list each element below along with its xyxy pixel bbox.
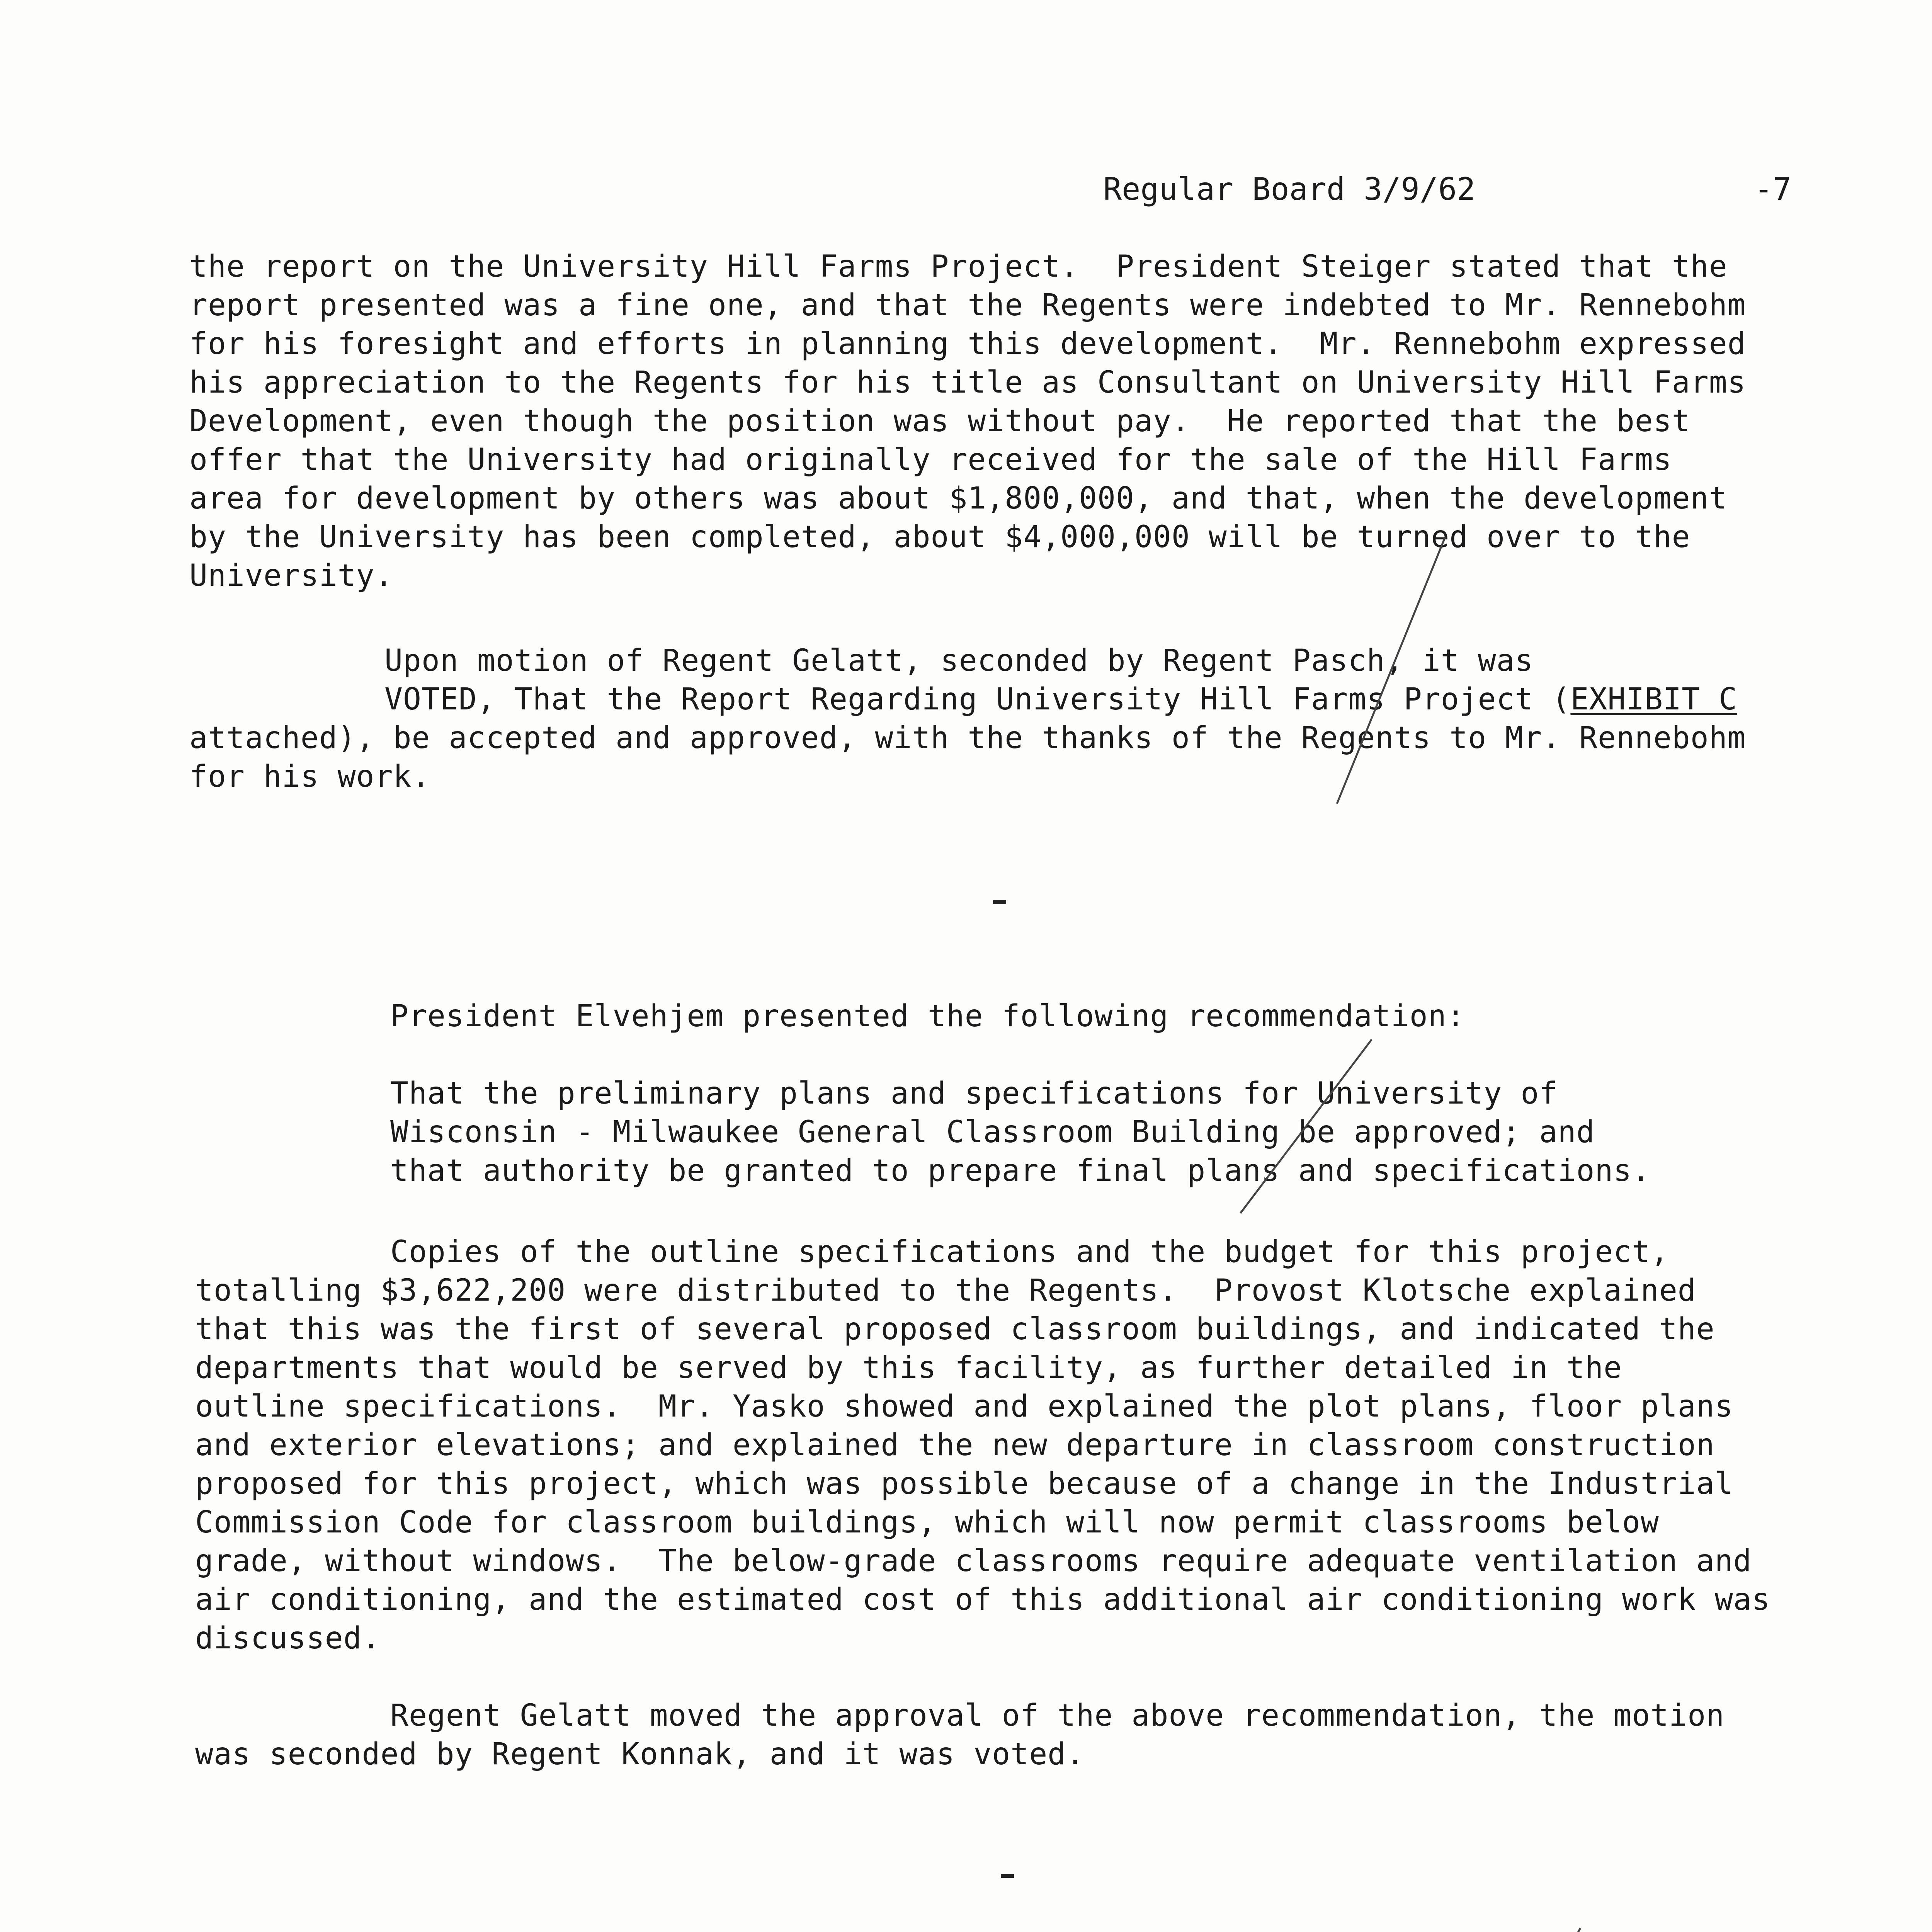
section-divider — [993, 900, 1006, 904]
section-divider — [1001, 1874, 1014, 1878]
discussion-line: outline specifications. Mr. Yasko showed and explained the plot plans, floor plans — [195, 1389, 1733, 1424]
discussion-line: departments that would be served by this facility, as further detailed in the — [195, 1350, 1622, 1385]
text-line: offer that the University had originally received for the sale of the Hill Farms — [189, 442, 1672, 477]
recommendation-line: Wisconsin - Milwaukee General Classroom Building be approved; and — [390, 1115, 1595, 1150]
discussion-line: Copies of the outline specifications and the budget for this project, — [390, 1235, 1669, 1269]
text-line: his appreciation to the Regents for his title as Consultant on University Hill Farms — [189, 365, 1746, 400]
discussion-line: proposed for this project, which was possible because of a change in the Industrial — [195, 1466, 1733, 1501]
vote-line: was seconded by Regent Konnak, and it was voted. — [195, 1737, 1085, 1772]
discussion-line: and exterior elevations; and explained the new departure in classroom construction — [195, 1428, 1715, 1463]
vote-line: Regent Gelatt moved the approval of the above recommendation, the motion — [390, 1698, 1725, 1733]
page-header-number: -7 — [1754, 171, 1792, 207]
discussion-line: discussed. — [195, 1621, 381, 1656]
text-line: report presented was a fine one, and that the Regents were indebted to Mr. Rennebohm — [189, 288, 1746, 323]
recommendation-line: That the preliminary plans and specifications for University of — [390, 1076, 1558, 1111]
discussion-line: air conditioning, and the estimated cost of this additional air conditioning work was — [195, 1582, 1770, 1617]
text-line: area for development by others was about $1,800,000, and that, when the development — [189, 481, 1728, 516]
motion-line: attached), be accepted and approved, with the thanks of the Regents to Mr. Rennebohm — [189, 721, 1746, 755]
discussion-line: Commission Code for classroom buildings, which will now permit classrooms below — [195, 1505, 1659, 1540]
handwritten-check-mark — [1461, 1924, 1584, 1932]
motion-line — [384, 680, 1737, 719]
text-line: Development, even though the position was without pay. He reported that the best — [189, 404, 1690, 439]
motion-line: Upon motion of Regent Gelatt, seconded by Regent Pasch, it was — [384, 643, 1534, 678]
discussion-line: totalling $3,622,200 were distributed to the Regents. Provost Klotsche explained — [195, 1273, 1696, 1308]
text-line: University. — [189, 558, 393, 593]
recommendation-intro: President Elvehjem presented the following recommendation: — [390, 999, 1465, 1034]
text-line: the report on the University Hill Farms Project. President Steiger stated that the — [189, 249, 1728, 284]
page-header-title: Regular Board 3/9/62 — [1103, 171, 1476, 207]
text-line: by the University has been completed, about $4,000,000 will be turned over to the — [189, 520, 1690, 554]
exhibit-reference: EXHIBIT C — [1570, 682, 1738, 717]
text-line: for his foresight and efforts in planning this development. Mr. Rennebohm expressed — [189, 327, 1746, 361]
voted-text: VOTED, That the Report Regarding University Hill Farms Project ( — [384, 682, 1571, 717]
motion-line: for his work. — [189, 759, 430, 794]
recommendation-line: that authority be granted to prepare final plans and specifications. — [390, 1153, 1651, 1188]
discussion-line: grade, without windows. The below-grade classrooms require adequate ventilation and — [195, 1544, 1752, 1578]
discussion-line: that this was the first of several proposed classroom buildings, and indicated the — [195, 1312, 1715, 1347]
